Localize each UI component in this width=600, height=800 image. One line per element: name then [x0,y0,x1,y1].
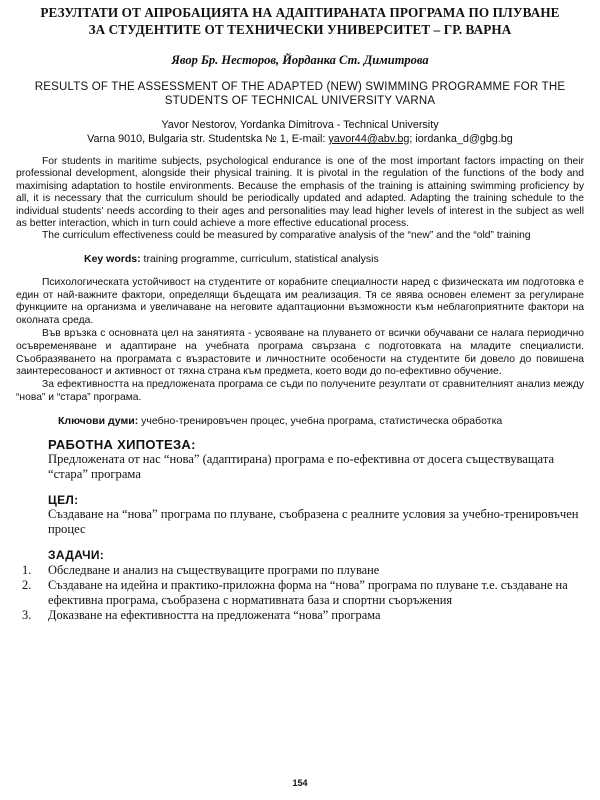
hypothesis-heading: РАБОТНА ХИПОТЕЗА: [48,436,196,452]
task-text: Доказване на ефективността на предложената “нова” програма [48,608,381,623]
title-english [16,80,584,108]
tasks-heading: ЗАДАЧИ: [48,547,105,562]
task-number: 3. [22,608,32,623]
keywords-bulgarian [16,415,584,427]
goal-text: Създаване на “нова” програма по плуване, съобразена с реалните условия за учебно-тренировъчен процес [48,506,579,537]
task-text: Обследване и анализ на съществуващите програми по плуване [48,562,380,577]
authors-bulgarian: Явор Бр. Несторов, Йорданка Ст. Димитрова [171,53,429,67]
list-item [16,578,584,607]
list-item [16,563,584,578]
tasks-list [16,563,584,623]
abstract-bg-paragraph-1: Психологическата устойчивост на студентите от корабните специалности наред с физическата им подготовка е един от най-важните фактори, определящи бъдещата им реализация. Тя се явява основен елемент за регулиране функциите на организма и увеличаване на неговите адаптационни възможности към неблагоприятните фактори на околната среда. [16,276,584,327]
keywords-en-text: training programme, curriculum, statistical analysis [140,252,379,265]
abstract-en-paragraph-1: For students in maritime subjects, psychological endurance is one of the most important factors impacting on their professional development, alongside their physical training. It is pivotal in the regulation of the functions of the body and maximising adaptation to hostile environments. Because the emphasis of the training is attaining swimming proficiency by all, it is necessary that the curriculum should be periodically updated and adapted. Adapting the training schedule to the individual students' needs according to their ages and personalities may lead higher levels of interest in the subject as well as better interaction, which in turn could achieve a more effective educational process. [16,156,584,230]
title-bulgarian [16,4,584,38]
keywords-bg-text: учебно-тренировъчен процес, учебна програма, статистическа обработка [138,414,503,427]
abstract-bg-paragraph-2: Във връзка с основната цел на занятията - усвояване на плуването от всички обучавани се налага периодично осъвременяване и адаптиране на учебната програма свързана с подготовката на младите специалисти. Съобразяването на програмата с възрастовите и личностните особености на студентите би довело до повишена заинтересованост и активност от тяхна страна към предмета, което води до по-ефективно обучение. [16,328,584,378]
affiliation [16,118,584,146]
affiliation-line1: Yavor Nestorov, Yordanka Dimitrova - Technical University [161,119,439,131]
email-link-1[interactable]: yavor44@abv.bg [328,133,410,145]
abstract-english [16,156,584,243]
affiliation-address: Varna 9010, Bulgaria str. Studentska № 1, E-mail: [87,133,329,145]
affiliation-line2 [16,132,584,146]
email-2: iordanka_d@gbg.bg [415,133,513,145]
title-en-line2: STUDENTS OF TECHNICAL UNIVERSITY VARNA [164,95,436,107]
keywords-en-label: Key words: [84,252,141,265]
abstract-bg-paragraph-3: За ефективността на предложената програма се съди по получените резултати от сравнителният анализ между “нова” и “стара” програма. [16,379,584,404]
list-item [16,608,584,623]
hypothesis-text: Предложената от нас “нова” (адаптирана) програма е по-ефективна от досега съществуващата “стара” програма [48,451,555,482]
title-bg-line2: ЗА СТУДЕНТИТЕ ОТ ТЕХНИЧЕСКИ УНИВЕРСИТЕТ – ГР. ВАРНА [88,22,512,37]
title-en-line1: RESULTS OF THE ASSESSMENT OF THE ADAPTED (NEW) SWIMMING PROGRAMME FOR THE [34,81,566,93]
page-number: 154 [292,778,308,788]
task-number: 2. [22,578,32,593]
affiliation-separator: ; [409,133,416,145]
keywords-english [16,253,584,265]
goal-heading: ЦЕЛ: [48,492,79,507]
task-text: Създаване на идейна и практико-приложна форма на “нова” програма по плуване т.е. създаване на ефективна програма, съобразена с нормативната база и спортни съоръжения [48,578,568,607]
abstract-en-paragraph-2: The curriculum effectiveness could be measured by comparative analysis of the “new” and the “old” training [42,230,531,242]
keywords-bg-label: Ключови думи: [58,414,139,427]
task-number: 1. [22,562,32,577]
abstract-bulgarian [16,277,584,405]
title-bg-line1: РЕЗУЛТАТИ ОТ АПРОБАЦИЯТА НА АДАПТИРАНАТА ПРОГРАМА ПО ПЛУВАНЕ [40,5,560,20]
